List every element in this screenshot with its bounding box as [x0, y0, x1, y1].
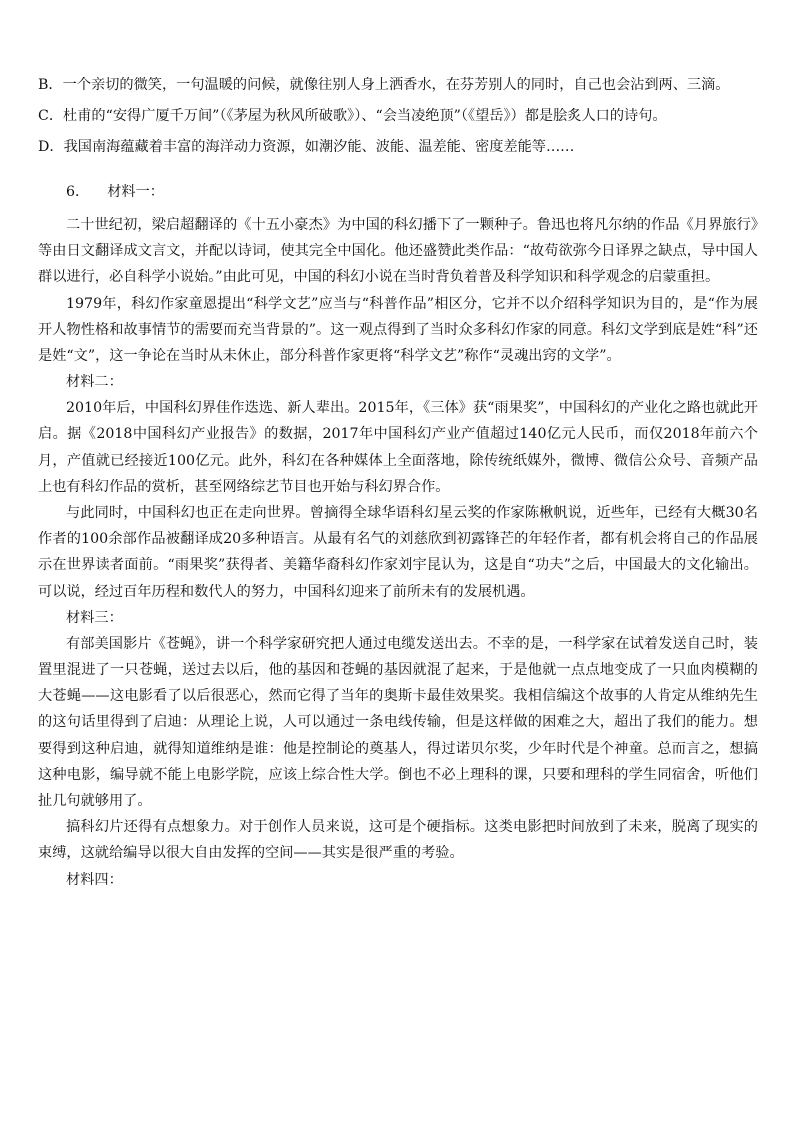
option-c	[38, 107, 758, 126]
material-1-title: 材料一：	[107, 184, 164, 200]
option-d-label: D．	[38, 139, 64, 155]
option-c-label: C．	[38, 108, 64, 124]
material-3-title: 材料三：	[66, 609, 123, 626]
question-number: 6．	[66, 184, 90, 200]
material-3-paragraph: 有部美国影片《苍蝇》，讲一个科学家研究把人通过电缆发送出去。不幸的是，一科学家在试着发送自己时，装置里混进了一只苍蝇，送过去以后，他的基因和苍蝇的基因就混了起来，于是他就一点点地变成了一只血肉模糊的大苍蝇——这电影看了以后很恶心，然而它得了当年的奥斯卡最佳效果奖。我相信编这个故事的人肯定从维纳先生的这句话里得到了启迪：从理论上说，人可以通过一条电线传输，但是这样做的困难之大，超出了我们的能力。想要得到这种启迪，就得知道维纳是谁：他是控制论的奠基人，得过诺贝尔奖，少年时代是个神童。总而言之，想搞这种电影，编导就不能上电影学院，应该上综合性大学。倒也不必上理科的课，只要和理科的学生同宿舍，听他们扯几句就够用了。	[38, 635, 758, 810]
option-b	[38, 76, 758, 95]
option-d	[38, 138, 758, 157]
material-4-title: 材料四：	[66, 871, 123, 888]
material-1-paragraph: 1979年，科幻作家童恩提出“科学文艺”应当与“科普作品”相区分，它并不以介绍科学知识为目的，是“作为展开人物性格和故事情节的需要而充当背景的”。这一观点得到了当时众多科幻作家的同意。科幻文学到底是姓“科”还是姓“文”，这一争论在当时从未休止，部分科普作家更将“科学文艺”称作“灵魂出窍的文学”。	[38, 295, 758, 365]
option-d-text: 我国南海蕴藏着丰富的海洋动力资源，如潮汐能、波能、温差能、密度差能等……	[63, 139, 575, 155]
material-2-paragraph: 2010年后，中国科幻界佳作迭选、新人辈出。2015年，《三体》获“雨果奖”，中国科幻的产业化之路也就此开启。据《2018中国科幻产业报告》的数据，2017年中国科幻产业产值超过140亿元人民币，而仅2018年前六个月，产值就已经接近100亿元。此外，科幻在各种媒体上全面落地，除传统纸媒外，微博、微信公众号、音频产品上也有科幻作品的赏析，甚至网络综艺节目也开始与科幻界合作。	[38, 400, 758, 495]
option-b-text: 一个亲切的微笑，一句温暖的问候，就像往别人身上洒香水，在芬芳别人的同时，自己也会沾到两、三滴。	[62, 77, 730, 93]
material-1-paragraph: 二十世纪初，梁启超翻译的《十五小豪杰》为中国的科幻播下了一颗种子。鲁迅也将凡尔纳的作品《月界旅行》等由日文翻译成文言文，并配以诗词，使其完全中国化。他还盛赞此类作品：“故苟欲弥今日译界之缺点，导中国人群以进行，必自科学小说始。”由此可见，中国的科幻小说在当时背负着普及科学知识和科学观念的启蒙重担。	[38, 217, 758, 286]
material-2-title: 材料二：	[66, 374, 123, 391]
material-3-paragraph: 搞科幻片还得有点想象力。对于创作人员来说，这可是个硬指标。这类电影把时间放到了未来，脱离了现实的束缚，这就给编导以很大自由发挥的空间——其实是很严重的考验。	[38, 819, 758, 862]
option-b-label: B．	[38, 77, 63, 93]
question-6-header	[66, 183, 758, 202]
material-2-paragraph: 与此同时，中国科幻也正在走向世界。曾摘得全球华语科幻星云奖的作家陈楸帆说，近些年，已经有大概30名作者的100余部作品被翻译成20多种语言。从最有名气的刘慈欣到初露锋芒的年轻作者，都有机会将自己的作品展示在世界读者面前。“雨果奖”获得者、美籍华裔科幻作家刘宇昆认为，这是自“功夫”之后，中国最大的文化输出。可以说，经过百年历程和数代人的努力，中国科幻迎来了前所未有的发展机遇。	[38, 505, 758, 600]
option-c-text: 杜甫的“安得广厦千万间”（《茅屋为秋风所破歌》）、“会当凌绝顶”（《望岳》）都是脍炙人口的诗句。	[63, 108, 667, 124]
